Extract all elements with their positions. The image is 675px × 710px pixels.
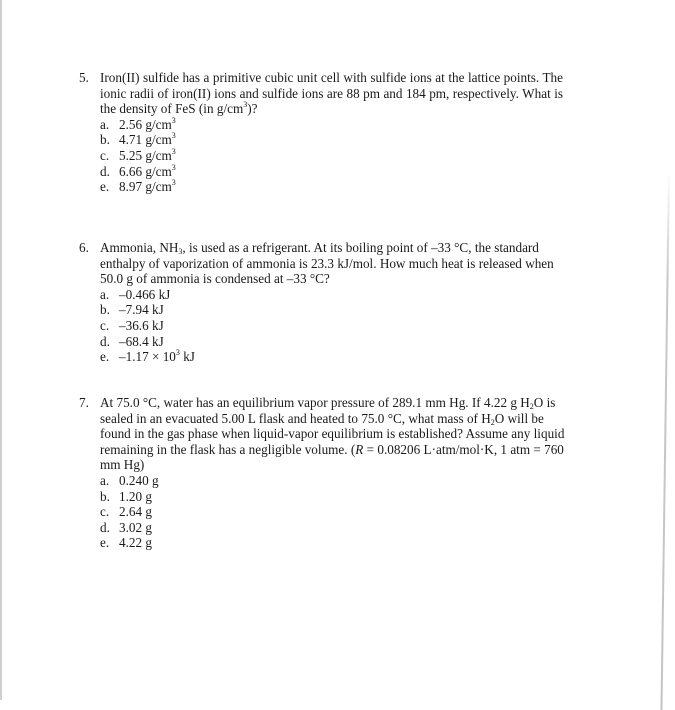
option-letter: d.: [100, 333, 110, 349]
question-stem: [100, 240, 569, 287]
option-letter: b.: [100, 302, 110, 318]
stem-line: ionic radii of iron(II) ions and sulfide ions are 88 pm and 184 pm, respectively. What is: [100, 85, 563, 101]
option-letter: c.: [100, 147, 110, 163]
option-e[interactable]: [100, 349, 569, 365]
option-value: –68.4 kJ: [119, 333, 164, 349]
option-value: –0.466 kJ: [119, 286, 171, 302]
option-b[interactable]: [100, 302, 569, 318]
option-value: –7.94 kJ: [119, 302, 164, 318]
stem-line: [100, 395, 569, 411]
option-value: [119, 349, 195, 365]
answer-options: [100, 287, 569, 365]
subscript: 2: [529, 402, 534, 411]
option-value: [119, 132, 176, 148]
stem-text: O will be: [494, 410, 544, 426]
question-7: [79, 395, 569, 551]
option-letter: a.: [100, 116, 110, 132]
stem-line: Iron(II) sulfide has a primitive cubic unit cell with sulfide ions at the lattice points. The: [100, 70, 563, 85]
option-letter: e.: [100, 535, 110, 551]
gas-constant-symbol: R: [355, 441, 364, 457]
answer-options: [100, 117, 569, 195]
option-value: [119, 117, 176, 133]
stem-text: = 0.08206 L·atm/mol·K, 1 atm = 760: [363, 441, 564, 457]
stem-line: [100, 411, 569, 427]
stem-line: mm Hg): [100, 457, 145, 473]
option-letter: a.: [100, 472, 110, 488]
question-6: [79, 240, 569, 365]
option-value: 0.240 g: [119, 472, 159, 488]
option-text: –1.17 × 10: [119, 349, 176, 365]
option-b[interactable]: [100, 132, 569, 148]
option-letter: b.: [100, 132, 110, 148]
option-a[interactable]: [100, 117, 569, 133]
stem-line: 50.0 g of ammonia is condensed at –33 °C?: [100, 271, 330, 287]
subscript: 3: [178, 247, 183, 256]
option-e[interactable]: [100, 535, 569, 551]
stem-text: sealed in an evacuated 5.00 L flask and heated to 75.0 °C, what mass of H: [100, 410, 491, 426]
stem-line: [100, 101, 569, 117]
option-a[interactable]: [100, 473, 569, 489]
stem-line: [100, 240, 569, 256]
superscript: 3: [175, 348, 180, 358]
option-value: [119, 164, 176, 180]
stem-text: remaining in the flask has a negligible volume. (: [100, 441, 356, 457]
option-d[interactable]: [100, 334, 569, 350]
option-letter: c.: [100, 504, 110, 520]
option-c[interactable]: [100, 148, 569, 164]
option-letter: b.: [100, 488, 110, 504]
stem-text: , is used as a refrigerant. At its boiling point of –33 °C, the standard: [182, 240, 539, 255]
option-d[interactable]: [100, 520, 569, 536]
question-stem: [100, 395, 569, 473]
superscript: 3: [171, 162, 176, 172]
stem-line: [100, 442, 569, 458]
page-edge-right: [660, 170, 670, 710]
option-letter: d.: [100, 519, 110, 535]
superscript: 3: [171, 131, 176, 141]
option-letter: e.: [100, 349, 110, 365]
stem-line: enthalpy of vaporization of ammonia is 23.3 kJ/mol. How much heat is released when: [100, 255, 554, 271]
option-letter: d.: [100, 163, 110, 179]
stem-text: At 75.0 °C, water has an equilibrium vapor pressure of 289.1 mm Hg. If 4.22 g H: [100, 395, 530, 410]
option-c[interactable]: [100, 504, 569, 520]
page-edge-left: [0, 0, 2, 700]
stem-text: the density of FeS (in g/cm: [100, 101, 244, 117]
option-text: 8.97 g/cm: [119, 179, 172, 195]
option-d[interactable]: [100, 164, 569, 180]
option-e[interactable]: [100, 179, 569, 195]
question-number: 7.: [79, 395, 89, 410]
option-text: 4.71 g/cm: [119, 132, 172, 148]
subscript: 2: [490, 417, 495, 427]
option-text: 5.25 g/cm: [119, 147, 172, 163]
superscript: 3: [171, 146, 176, 156]
option-a[interactable]: [100, 287, 569, 303]
option-letter: e.: [100, 179, 110, 195]
option-text: 2.56 g/cm: [119, 116, 172, 132]
option-text: 6.66 g/cm: [119, 163, 172, 179]
question-number: 5.: [79, 70, 89, 85]
option-value: 4.22 g: [119, 535, 152, 551]
stem-text: Ammonia, NH: [100, 240, 179, 255]
answer-options: [100, 473, 569, 551]
option-text: kJ: [179, 349, 195, 365]
stem-line: found in the gas phase when liquid-vapor equilibrium is established? Assume any liquid: [100, 426, 565, 442]
option-value: 1.20 g: [119, 488, 152, 504]
question-number: 6.: [79, 240, 89, 255]
option-letter: c.: [100, 317, 110, 333]
option-value: 3.02 g: [119, 519, 152, 535]
option-c[interactable]: [100, 318, 569, 334]
option-b[interactable]: [100, 489, 569, 505]
question-stem: [100, 70, 569, 117]
superscript: 3: [171, 115, 176, 125]
option-value: [119, 148, 176, 164]
superscript: 3: [171, 178, 176, 188]
option-value: 2.64 g: [119, 504, 152, 520]
option-value: –36.6 kJ: [119, 317, 164, 333]
superscript: 3: [243, 100, 248, 110]
option-letter: a.: [100, 286, 110, 302]
question-5: [79, 70, 569, 195]
stem-text: )?: [247, 101, 258, 117]
stem-text: O is: [533, 395, 556, 410]
option-value: [119, 179, 176, 195]
